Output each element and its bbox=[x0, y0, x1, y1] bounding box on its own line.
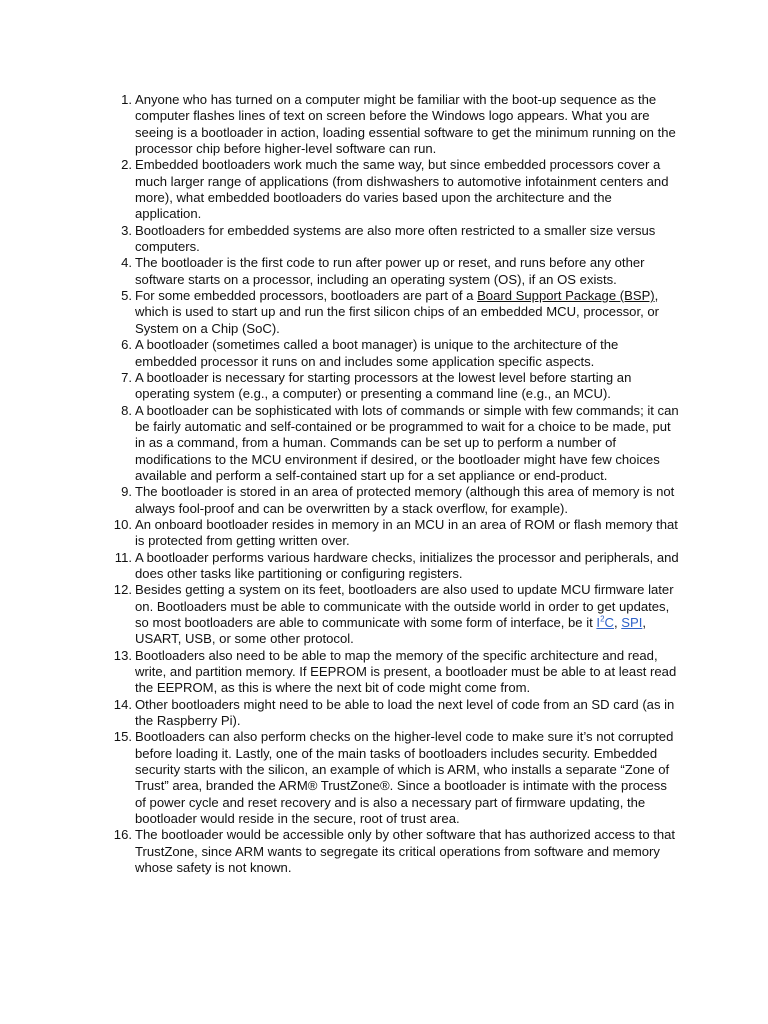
item-number: 5. bbox=[121, 288, 132, 304]
bsp-link[interactable]: Board Support Package (BSP) bbox=[477, 288, 655, 304]
item-text: Bootloaders for embedded systems are also more often restricted to a smaller size versus computers. bbox=[135, 222, 656, 255]
item-text: A bootloader is necessary for starting processors at the lowest level before starting an operating system (e.g., a computer) or presenting a command line (e.g., an MCU). bbox=[135, 369, 632, 402]
i2c-link-main: I bbox=[596, 615, 601, 630]
item-text: The bootloader is stored in an area of protected memory (although this area of memory is not always fool-proof and can be overwritten by a stack overflow, for example). bbox=[135, 484, 675, 516]
item-text: A bootloader performs various hardware checks, initializes the processor and peripherals, and does other tasks like partitioning or configuring registers. bbox=[135, 549, 679, 581]
list-item bbox=[108, 157, 680, 222]
item-number: 6. bbox=[121, 337, 132, 353]
i2c-link-superscript: 2 bbox=[600, 614, 605, 624]
link-separator: , bbox=[613, 615, 622, 630]
list-item bbox=[108, 827, 680, 876]
item-text: The bootloader is the first code to run after power up or reset, and runs before any other software starts on a processor, including an operating system (OS), if an OS exists. bbox=[135, 255, 645, 287]
item-text: Anyone who has turned on a computer might be familiar with the boot-up sequence as the computer flashes lines of text on screen before the Windows logo appears. What you are seeing is a bootloader in action, loading essential software to get the minimum running on the processor chip before higher-level software can run. bbox=[135, 92, 676, 157]
item-text-after: , which is used to start up and run the first silicon chips of an embedded MCU, processor, or System on a Chip (SoC). bbox=[135, 288, 660, 336]
item-number: 15. bbox=[113, 729, 132, 745]
list-item bbox=[108, 403, 680, 485]
item-text bbox=[135, 582, 674, 646]
list-item bbox=[108, 337, 680, 370]
item-number: 4. bbox=[121, 255, 132, 271]
item-number: 2. bbox=[121, 157, 132, 173]
list-item bbox=[108, 517, 680, 550]
item-number: 9. bbox=[121, 484, 132, 500]
item-number: 12. bbox=[113, 582, 132, 598]
list-item bbox=[108, 370, 680, 403]
item-number: 3. bbox=[121, 222, 132, 238]
list-item bbox=[108, 582, 680, 647]
list-item bbox=[108, 223, 680, 256]
list-item bbox=[108, 550, 680, 583]
item-text bbox=[135, 288, 659, 336]
item-text: Bootloaders can also perform checks on the higher-level code to make sure it’s not corrupted before loading it. Lastly, one of the main tasks of bootloaders includes security. Embedded security starts with the silicon, an example of which is ARM, who installs a separate “Zone of Trust” area, branded the ARM® TrustZone®. Since a bootloader is intimate with the process of power cycle and reset recovery and is also a necessary part of firmware updating, the bootloader would reside in the secure, root of trust area. bbox=[135, 729, 674, 827]
item-text-after: , USART, USB, or some other protocol. bbox=[135, 615, 647, 647]
item-text: Embedded bootloaders work much the same way, but since embedded processors cover a much larger range of applications (from dishwashers to automotive infotainment centers and more), what embedded bootloaders do varies based upon the architecture and the application. bbox=[135, 157, 669, 222]
item-number: 16. bbox=[113, 827, 132, 843]
item-number: 1. bbox=[121, 92, 132, 107]
i2c-link[interactable] bbox=[596, 615, 614, 630]
list-item bbox=[108, 288, 680, 337]
item-number: 11. bbox=[114, 549, 132, 565]
list-item bbox=[108, 648, 680, 697]
item-text: Other bootloaders might need to be able to load the next level of code from an SD card (as in the Raspberry Pi). bbox=[135, 696, 675, 729]
item-text: A bootloader (sometimes called a boot manager) is unique to the architecture of the embedded processor it runs on and includes some application specific aspects. bbox=[135, 337, 619, 369]
item-text: Bootloaders also need to be able to map the memory of the specific architecture and read, write, and partition memory. If EEPROM is present, a bootloader must be able to at least read the EEPROM, as this is where the next bit of code might come from. bbox=[135, 647, 677, 696]
list-item bbox=[108, 484, 680, 517]
list-item bbox=[108, 697, 680, 730]
item-text-before: Besides getting a system on its feet, bootloaders are also used to update MCU firmware later on. Bootloaders must be able to communicate with the outside world in order to get updates, so most bootloaders are able to communicate with some form of interface, be it bbox=[135, 582, 674, 630]
item-text: The bootloader would be accessible only by other software that has authorized access to that TrustZone, since ARM wants to segregate its critical operations from software and memory whose safety is not known. bbox=[135, 827, 676, 876]
item-text: An onboard bootloader resides in memory in an MCU in an area of ROM or flash memory that is protected from getting written over. bbox=[135, 516, 678, 549]
item-number: 13. bbox=[113, 647, 132, 663]
numbered-list bbox=[108, 92, 680, 877]
item-number: 8. bbox=[121, 402, 132, 418]
item-number: 7. bbox=[121, 369, 132, 385]
list-item bbox=[108, 729, 680, 827]
item-text: A bootloader can be sophisticated with lots of commands or simple with few commands; it can be fairly automatic and self-contained or be programmed to wait for a choice to be made, put in as a command, from a human. Commands can be set up to perform a number of modifications to the MCU environment if desired, or the bootloader might have few choices available and perform a self-contained start up for a set appliance or end-product. bbox=[135, 402, 679, 483]
i2c-link-tail: C bbox=[604, 615, 614, 630]
spi-link[interactable]: SPI bbox=[621, 615, 643, 630]
list-item bbox=[108, 92, 680, 157]
item-number: 14. bbox=[113, 696, 132, 712]
item-text-before: For some embedded processors, bootloaders are part of a bbox=[135, 288, 478, 304]
item-number: 10. bbox=[113, 516, 132, 532]
list-item bbox=[108, 255, 680, 288]
